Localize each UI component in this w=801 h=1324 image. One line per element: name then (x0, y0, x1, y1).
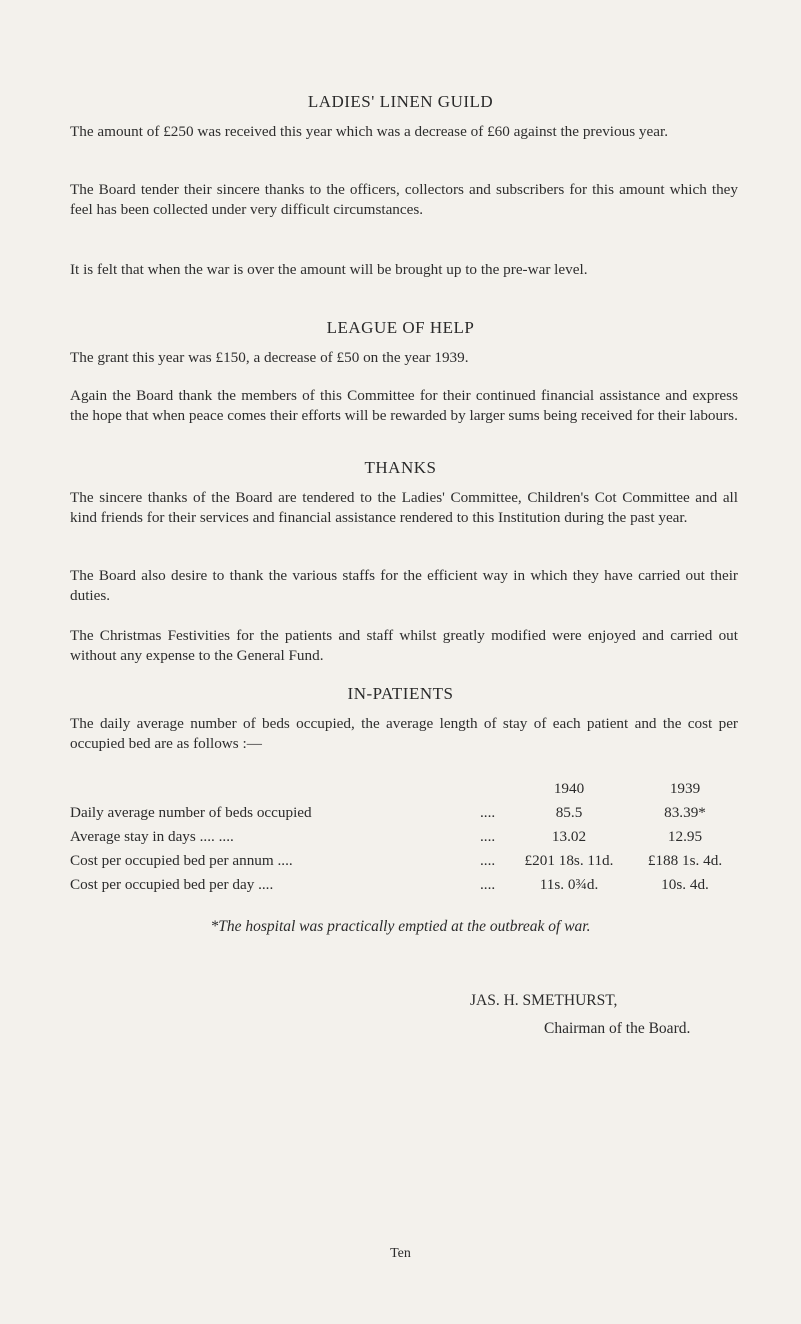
row-label: Average stay in days .... .... (70, 828, 234, 845)
value-1940: £201 18s. 11d. (524, 852, 614, 869)
column-header-1940: 1940 (553, 780, 585, 797)
value-1939: 10s. 4d. (661, 876, 709, 893)
row-leader-dots: .... (480, 852, 496, 869)
heading-league-of-help: LEAGUE OF HELP (326, 318, 475, 337)
heading-in-patients: IN-PATIENTS (347, 684, 454, 703)
row-label: Cost per occupied bed per annum .... (70, 852, 293, 869)
league-of-help-paragraph-1: The grant this year was £150, a decrease of £50 on the year 1939. (70, 349, 469, 366)
table-row (70, 876, 738, 896)
row-label: Daily average number of beds occupied (70, 804, 312, 821)
value-1939: 83.39* (664, 804, 706, 821)
value-1940: 11s. 0¾d. (539, 876, 599, 893)
table-row (70, 852, 738, 872)
value-1940: 85.5 (555, 804, 583, 821)
league-of-help-paragraph-2: Again the Board thank the members of this Committee for their continued financial assistance and express the hope that when peace comes their efforts will be rewarded by larger sums being received for their labours. (70, 387, 738, 424)
linen-guild-paragraph-1: The amount of £250 was received this year which was a decrease of £60 against the previous year. (70, 123, 669, 140)
signature-title: Chairman of the Board. (544, 1020, 691, 1037)
footnote: *The hospital was practically emptied at the outbreak of war. (210, 918, 591, 935)
linen-guild-paragraph-3: It is felt that when the war is over the amount will be brought up to the pre-war level. (70, 261, 588, 278)
heading-thanks: THANKS (364, 458, 437, 477)
thanks-paragraph-1: The sincere thanks of the Board are tendered to the Ladies' Committee, Children's Cot Committee and all kind friends for their services and financial assistance rendered to this Institution during the past year. (70, 489, 738, 526)
heading-ladies-linen-guild: LADIES' LINEN GUILD (307, 92, 494, 111)
value-1940: 13.02 (551, 828, 587, 845)
table-row (70, 828, 738, 848)
table-row (70, 804, 738, 824)
table-header-row (70, 780, 738, 800)
value-1939: £188 1s. 4d. (647, 852, 723, 869)
row-leader-dots: .... (480, 804, 496, 821)
in-patients-paragraph-1: The daily average number of beds occupied, the average length of stay of each patient and the cost per occupied bed are as follows :— (70, 715, 738, 752)
linen-guild-paragraph-2: The Board tender their sincere thanks to the officers, collectors and subscribers for this amount which they feel has been collected under very difficult circumstances. (70, 181, 738, 218)
value-1939: 12.95 (667, 828, 703, 845)
row-label: Cost per occupied bed per day .... (70, 876, 274, 893)
thanks-paragraph-3: The Christmas Festivities for the patients and staff whilst greatly modified were enjoyed and carried out without any expense to the General Fund. (70, 627, 738, 664)
column-header-1939: 1939 (669, 780, 701, 797)
row-leader-dots: .... (480, 876, 496, 893)
signature-name: JAS. H. SMETHURST, (470, 992, 618, 1009)
thanks-paragraph-2: The Board also desire to thank the various staffs for the efficient way in which they have carried out their duties. (70, 567, 738, 604)
page-number: Ten (390, 1246, 411, 1261)
row-leader-dots: .... (480, 828, 496, 845)
